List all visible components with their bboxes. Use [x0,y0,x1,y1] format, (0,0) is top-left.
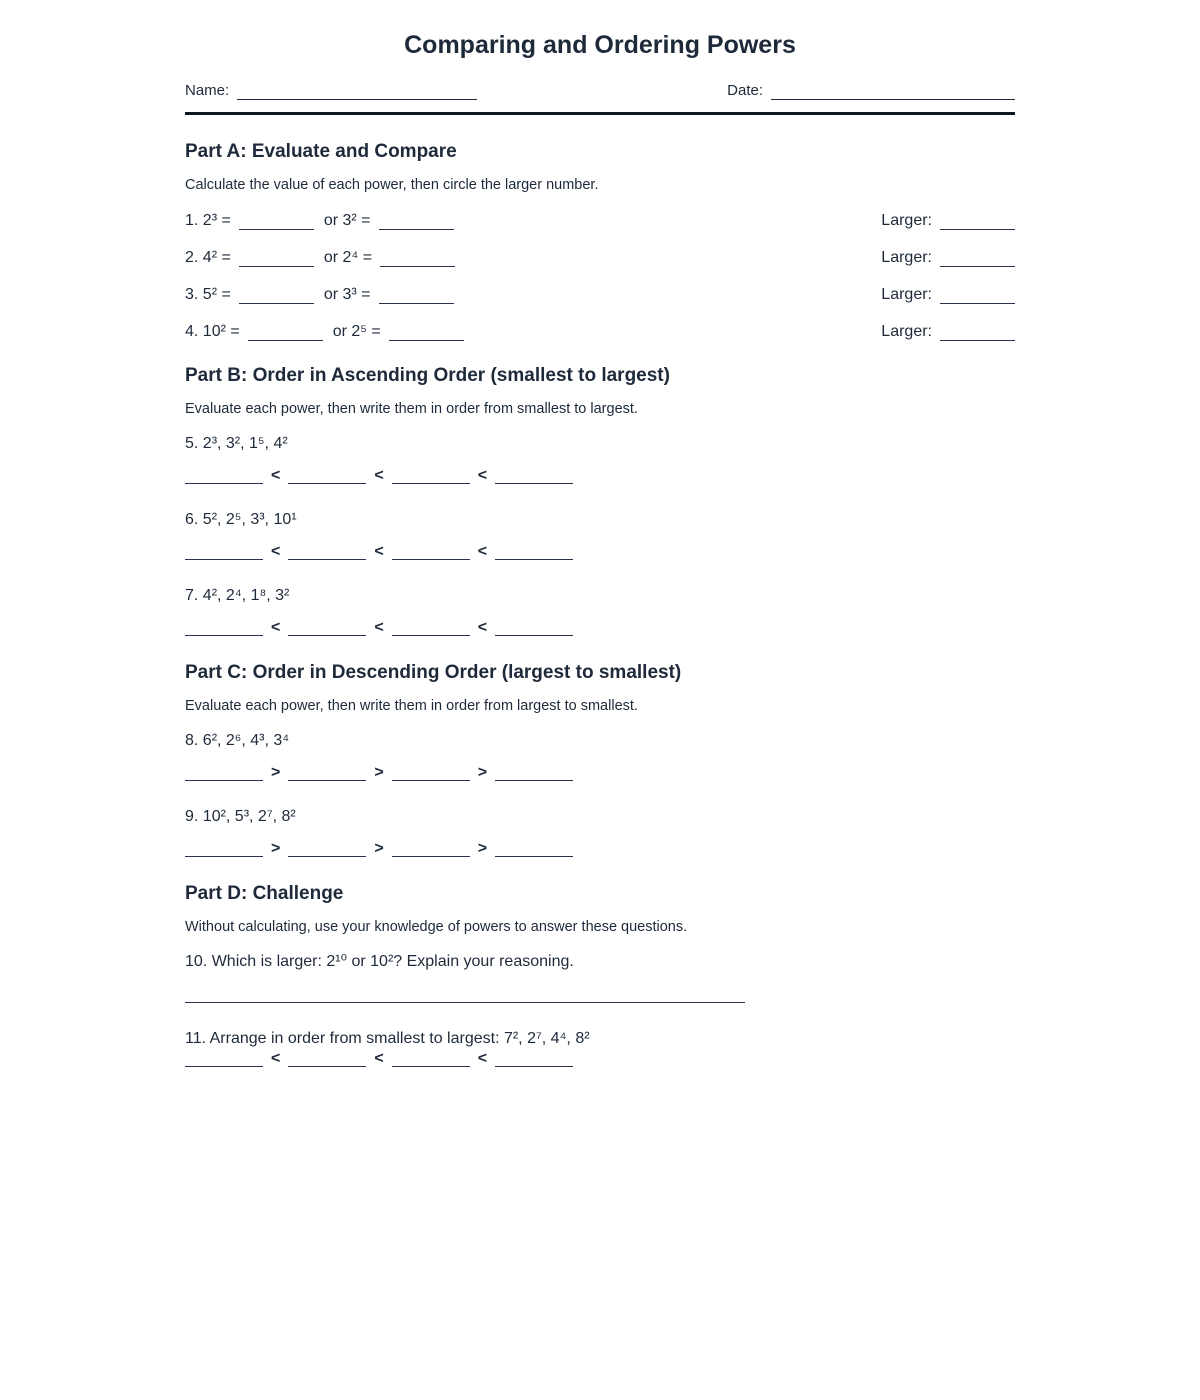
less-than-symbol: < [271,466,281,484]
question-6-blank-1[interactable] [185,543,263,560]
question-4-value-blank-2[interactable] [389,324,464,341]
part-d-heading: Part D: Challenge [185,882,344,904]
greater-than-symbol: > [477,763,488,781]
question-7-blank-3[interactable] [392,619,470,636]
question-3-lhs: 3. 5² = [185,285,231,303]
question-1-value-blank-1[interactable] [239,213,314,230]
question-6-text: 6. 5², 2⁵, 3³, 10¹ [185,510,297,528]
question-8-blank-3[interactable] [392,764,470,781]
date-label: Date: [727,82,763,99]
question-7-blank-4[interactable] [495,619,573,636]
part-c-section [185,662,1015,857]
part-d-section [185,883,1015,1067]
header-divider [185,112,1015,115]
question-8-text: 8. 6², 2⁶, 4³, 3⁴ [185,731,290,749]
question-11-blank-4[interactable] [495,1050,573,1067]
question-8-blank-1[interactable] [185,764,263,781]
part-c-instruction: Evaluate each power, then write them in order from largest to smallest. [185,697,638,714]
question-9-text: 9. 10², 5³, 2⁷, 8² [185,807,296,825]
question-8-answer-row [185,763,1015,781]
question-1-lhs: 1. 2³ = [185,211,231,229]
part-d-instruction: Without calculating, use your knowledge of powers to answer these questions. [185,918,688,935]
question-7-text: 7. 4², 2⁴, 1⁸, 3² [185,586,290,604]
question-2-lhs: 2. 4² = [185,248,231,266]
larger-label: Larger: [881,322,932,340]
question-5-text: 5. 2³, 3², 1⁵, 4² [185,434,288,452]
part-b-section [185,365,1015,636]
less-than-symbol: < [374,466,384,484]
question-8-blank-2[interactable] [288,764,366,781]
less-than-symbol: < [271,1049,281,1067]
question-8-blank-4[interactable] [495,764,573,781]
question-6-blank-2[interactable] [288,543,366,560]
part-a-question-row-2 [185,247,1015,267]
part-a-question-row-1 [185,210,1015,230]
question-2-larger-blank[interactable] [940,250,1015,267]
part-a-heading: Part A: Evaluate and Compare [185,141,457,162]
question-10-text: 10. Which is larger: 2¹⁰ or 10²? Explain your reasoning. [185,952,574,970]
part-a-instruction: Calculate the value of each power, then circle the larger number. [185,176,599,193]
part-a-section [185,141,1015,341]
less-than-symbol: < [374,1049,384,1067]
less-than-symbol: < [477,1049,488,1067]
question-4-larger-blank[interactable] [940,324,1015,341]
greater-than-symbol: > [271,839,281,857]
greater-than-symbol: > [374,839,384,857]
question-9-blank-2[interactable] [288,840,366,857]
question-6-answer-row [185,542,1015,560]
question-2-value-blank-2[interactable] [380,250,455,267]
greater-than-symbol: > [477,839,488,857]
name-field [185,82,477,100]
question-9-blank-1[interactable] [185,840,263,857]
less-than-symbol: < [477,542,488,560]
question-6-blank-3[interactable] [392,543,470,560]
larger-label: Larger: [881,285,932,303]
less-than-symbol: < [374,542,384,560]
date-input-line[interactable] [771,85,1015,100]
question-5-blank-1[interactable] [185,467,263,484]
question-1-larger-blank[interactable] [940,213,1015,230]
question-5-blank-3[interactable] [392,467,470,484]
larger-label: Larger: [881,248,932,266]
question-11-blank-2[interactable] [288,1050,366,1067]
question-7-answer-row [185,618,1015,636]
question-2-rhs: or 2⁴ = [323,248,373,266]
question-3-value-blank-2[interactable] [379,287,454,304]
question-1-rhs: or 3² = [323,211,371,229]
question-5-blank-2[interactable] [288,467,366,484]
question-7-blank-2[interactable] [288,619,366,636]
less-than-symbol: < [271,618,281,636]
question-11-answer-row [185,1049,1015,1067]
name-label: Name: [185,82,230,99]
question-7-blank-1[interactable] [185,619,263,636]
question-11-blank-1[interactable] [185,1050,263,1067]
question-9-blank-3[interactable] [392,840,470,857]
question-3-rhs: or 3³ = [323,285,371,303]
question-6-blank-4[interactable] [495,543,573,560]
greater-than-symbol: > [374,763,384,781]
larger-label: Larger: [881,211,932,229]
question-11-text: 11. Arrange in order from smallest to largest: 7², 2⁷, 4⁴, 8² [185,1029,590,1047]
date-field [727,82,1015,100]
question-11-blank-3[interactable] [392,1050,470,1067]
question-4-lhs: 4. 10² = [185,322,240,340]
question-2-value-blank-1[interactable] [239,250,314,267]
question-9-blank-4[interactable] [495,840,573,857]
part-b-instruction: Evaluate each power, then write them in order from smallest to largest. [185,400,638,417]
part-c-heading: Part C: Order in Descending Order (largest to smallest) [185,661,682,683]
part-b-heading: Part B: Order in Ascending Order (smallest to largest) [185,364,670,386]
question-10-answer-line[interactable] [185,1002,745,1003]
greater-than-symbol: > [271,763,281,781]
less-than-symbol: < [477,618,488,636]
less-than-symbol: < [271,542,281,560]
question-5-blank-4[interactable] [495,467,573,484]
less-than-symbol: < [477,466,488,484]
question-5-answer-row [185,466,1015,484]
name-date-row [185,82,1015,100]
question-1-value-blank-2[interactable] [379,213,454,230]
part-a-question-row-4 [185,321,1015,341]
question-3-value-blank-1[interactable] [239,287,314,304]
less-than-symbol: < [374,618,384,636]
question-3-larger-blank[interactable] [940,287,1015,304]
part-a-question-row-3 [185,284,1015,304]
question-4-rhs: or 2⁵ = [332,322,381,340]
page-title: Comparing and Ordering Powers [404,31,796,59]
name-input-line[interactable] [237,85,477,100]
question-9-answer-row [185,839,1015,857]
question-4-value-blank-1[interactable] [248,324,323,341]
